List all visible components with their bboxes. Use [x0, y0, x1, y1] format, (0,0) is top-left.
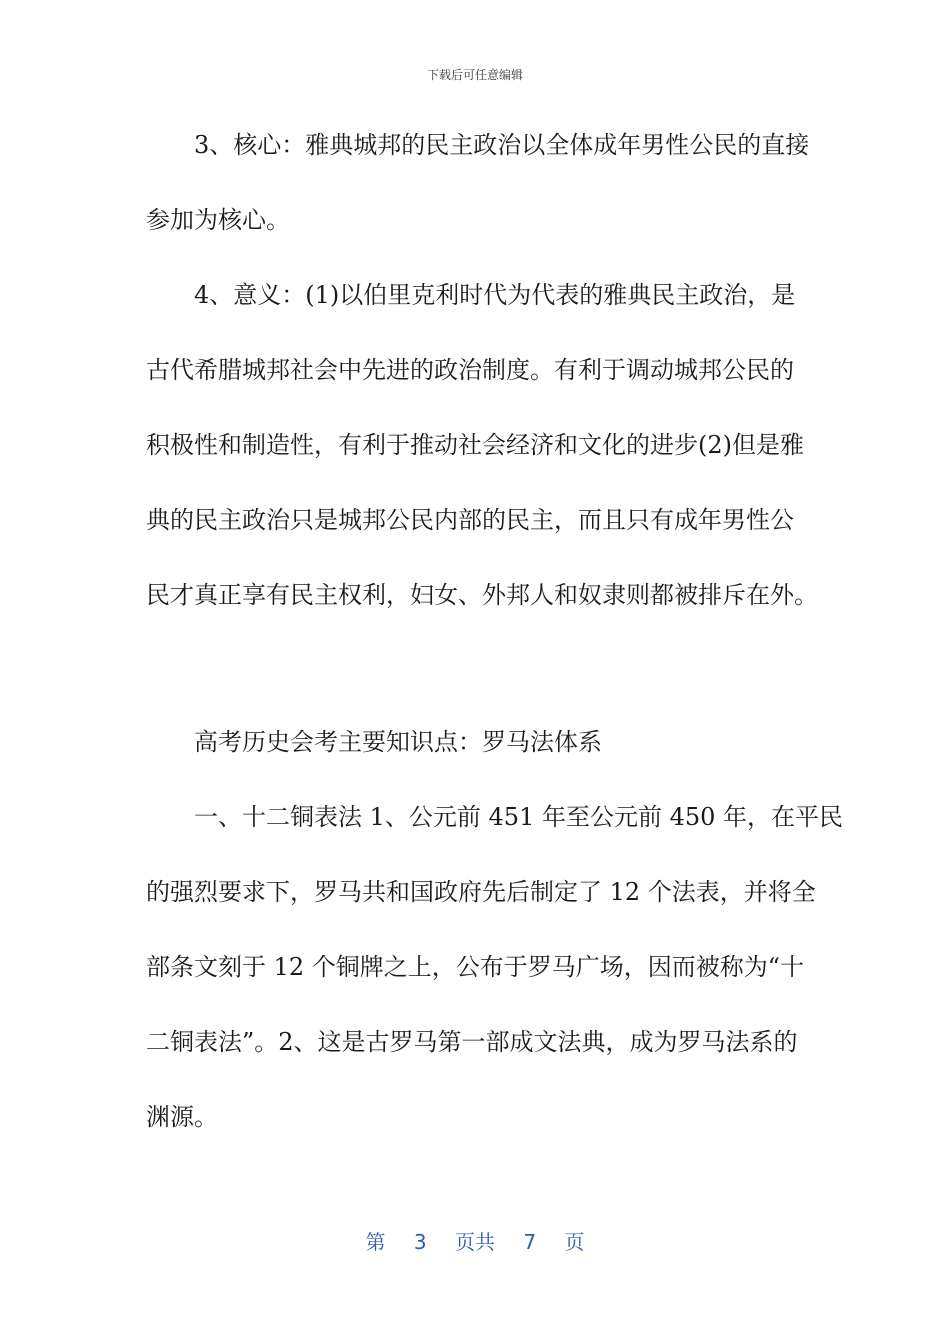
footer-prefix: 第 [365, 1230, 386, 1254]
text-line: 参加为核心。 [146, 206, 290, 234]
text-line: 渊源。 [146, 1103, 218, 1131]
footer-total-pages: 7 [523, 1230, 537, 1254]
footer-middle: 页共 [455, 1230, 495, 1254]
text-line: 4、意义：(1)以伯里克利时代为代表的雅典民主政治，是 [194, 281, 796, 309]
text-line: 民才真正享有民主权利，妇女、外邦人和奴隶则都被排斥在外。 [146, 581, 818, 609]
text-line: 3、核心：雅典城邦的民主政治以全体成年男性公民的直接 [194, 131, 810, 159]
text-line: 部条文刻于 12 个铜牌之上，公布于罗马广场，因而被称为“十 [146, 953, 805, 981]
text-line: 一、十二铜表法 1、公元前 451 年至公元前 450 年，在平民 [194, 803, 844, 831]
text-line: 积极性和制造性，有利于推动社会经济和文化的进步(2)但是雅 [146, 431, 804, 459]
text-line: 二铜表法”。2、这是古罗马第一部成文法典，成为罗马法系的 [146, 1028, 798, 1056]
section-heading: 高考历史会考主要知识点：罗马法体系 [194, 728, 602, 756]
page-header: 下载后可任意编辑 [426, 68, 523, 82]
footer-suffix: 页 [564, 1230, 585, 1254]
page-footer [0, 1226, 950, 1255]
text-line: 古代希腊城邦社会中先进的政治制度。有利于调动城邦公民的 [146, 356, 794, 384]
footer-current-page: 3 [413, 1230, 427, 1254]
text-line: 典的民主政治只是城邦公民内部的民主，而且只有成年男性公 [146, 506, 794, 534]
text-line: 的强烈要求下，罗马共和国政府先后制定了 12 个法表，并将全 [146, 878, 816, 906]
